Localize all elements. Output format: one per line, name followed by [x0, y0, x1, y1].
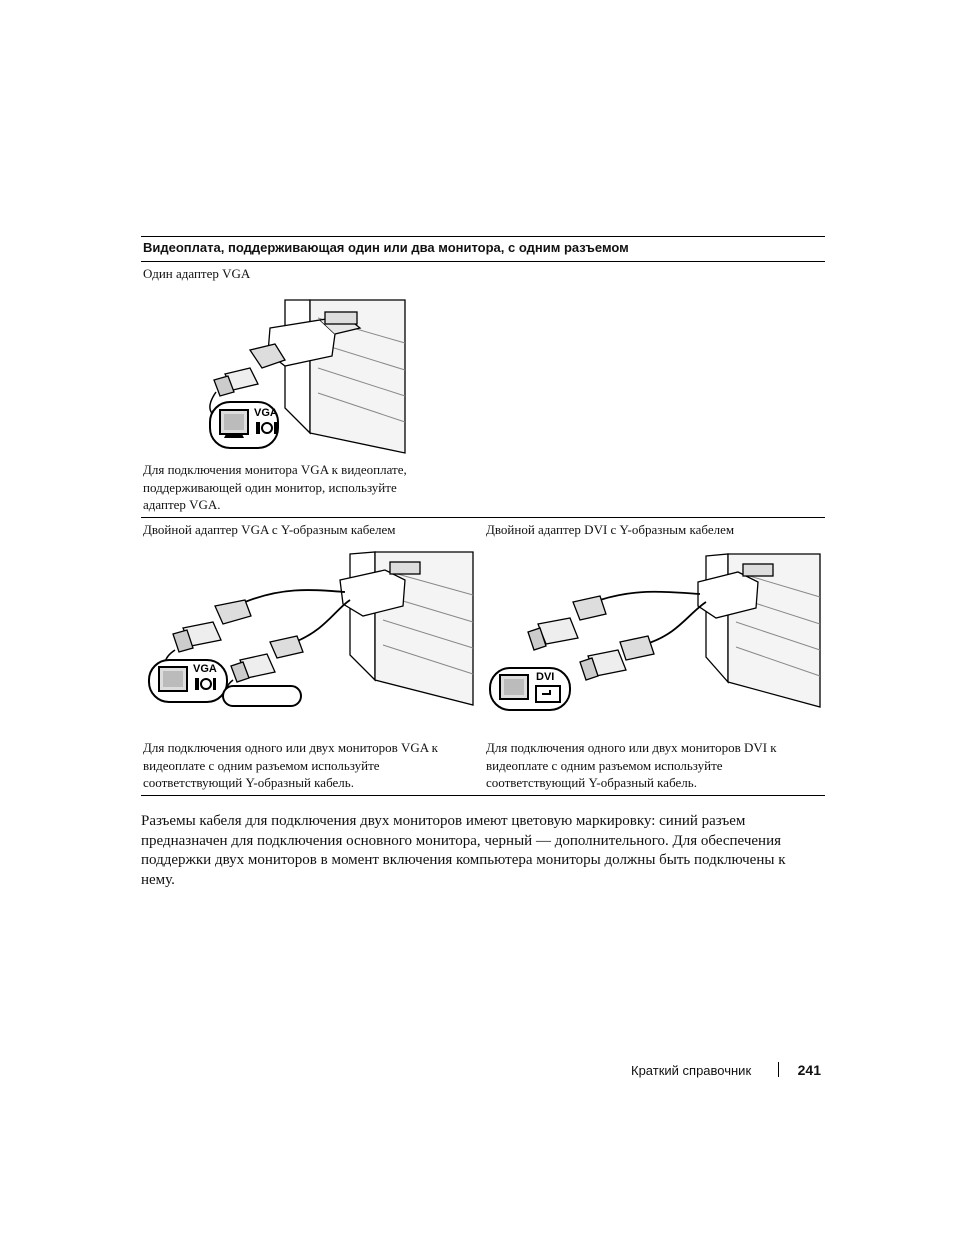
table-title: Видеоплата, поддерживающая один или два монитора, с одним разъемом [143, 240, 629, 255]
dual-dvi-illustration [488, 552, 822, 712]
footer-separator [778, 1062, 779, 1077]
vga-monitor-badge-2-icon [223, 686, 301, 706]
dual-dvi-description: Для подключения одного или двух мониторов DVI к видеоплате с одним разъемом используйте соответствующий Y-образный кабель. [486, 740, 777, 790]
footer-section-title: Краткий справочник [631, 1063, 752, 1078]
table-top-rule [141, 236, 825, 237]
single-vga-description: Для подключения монитора VGA к видеоплате, поддерживающей один монитор, используйте адаптер VGA. [143, 462, 407, 512]
dual-vga-illustration [145, 550, 475, 708]
svg-text:VGA: VGA [193, 663, 217, 675]
dual-vga-caption: Двойной адаптер VGA с Y-образным кабелем [143, 522, 396, 537]
dual-dvi-caption: Двойной адаптер DVI с Y-образным кабелем [486, 522, 735, 537]
page-footer [600, 1062, 825, 1080]
vga-monitor-badge-1-icon [149, 660, 227, 702]
svg-text:VGA: VGA [254, 407, 278, 419]
single-vga-caption: Один адаптер VGA [143, 266, 251, 281]
row-divider [141, 517, 825, 518]
table-bottom-rule [141, 795, 825, 796]
dual-vga-description: Для подключения одного или двух мониторов VGA к видеоплате с одним разъемом используйте соответствующий Y-образный кабель. [143, 740, 438, 790]
vga-monitor-badge-icon [210, 402, 278, 448]
svg-text:DVI: DVI [536, 671, 555, 683]
table-header-rule [141, 261, 825, 262]
page-number: 241 [797, 1062, 821, 1078]
single-vga-illustration [200, 298, 415, 456]
dvi-monitor-badge-1-icon [490, 668, 570, 710]
body-paragraph: Разъемы кабеля для подключения двух мониторов имеют цветовую маркировку: синий разъем предназначен для подключения основного монитора, черный — дополнительного. Для обеспечения поддержки двух мониторов в момент включения компьютера мониторы должны быть подключены к нему. [141, 813, 786, 888]
